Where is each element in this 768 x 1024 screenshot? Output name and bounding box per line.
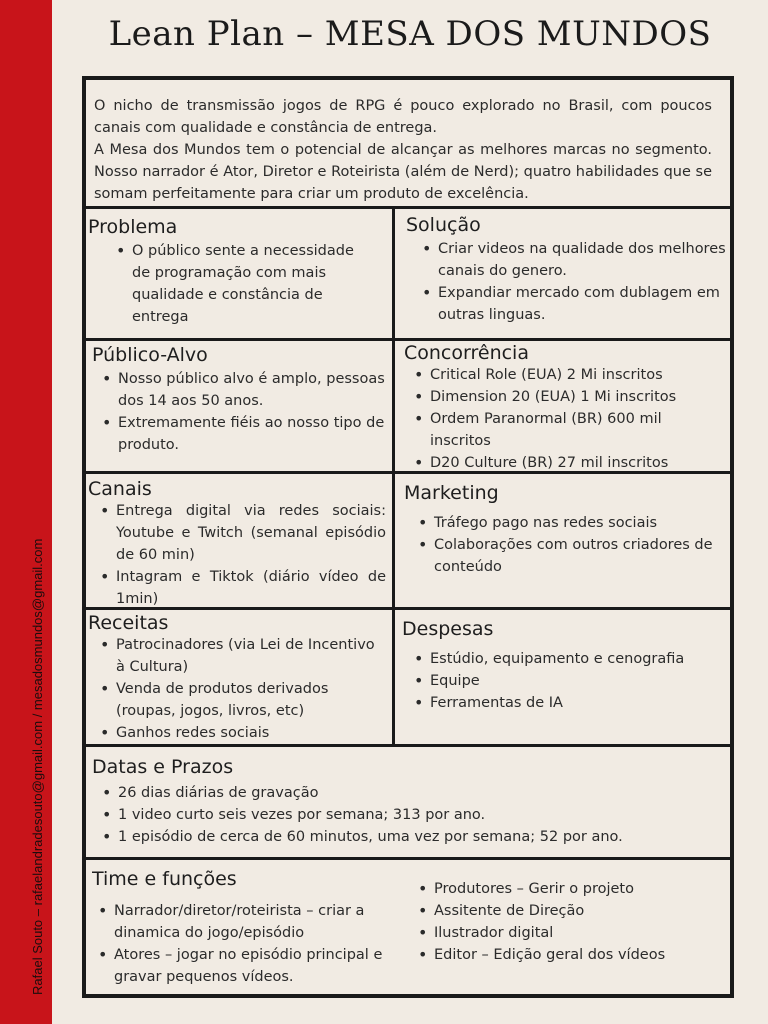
list-item: • Ordem Paranormal (BR) 600 mil inscritos [412, 408, 726, 452]
list-item: • Colaborações com outros criadores de conteúdo [416, 534, 726, 578]
section-despesas [402, 618, 726, 740]
list-item: • Equipe [412, 670, 726, 692]
list-item: • 1 episódio de cerca de 60 minutos, uma vez por semana; 52 por ano. [100, 826, 722, 848]
section-marketing [404, 482, 726, 604]
divider [82, 857, 734, 860]
list-item: • Critical Role (EUA) 2 Mi inscritos [412, 364, 726, 386]
list-item: • Editor – Edição geral dos vídeos [416, 944, 716, 966]
section-heading: Despesas [402, 618, 494, 640]
list-item: • Assitente de Direção [416, 900, 716, 922]
list-item: • Nosso público alvo é amplo, pessoas dos 14 aos 50 anos. [100, 368, 386, 412]
list-item: • Produtores – Gerir o projeto [416, 878, 716, 900]
section-heading: Receitas [88, 612, 169, 634]
list-item: • Intagram e Tiktok (diário vídeo de 1min) [98, 566, 386, 606]
list-item: • Expandiar mercado com dublagem em outras linguas. [420, 282, 726, 326]
section-concorrencia [404, 342, 726, 472]
list-item: • Venda de produtos derivados (roupas, jogos, livros, etc) [98, 678, 386, 722]
section-heading: Datas e Prazos [92, 756, 234, 778]
list-item: • Estúdio, equipamento e cenografia [412, 648, 726, 670]
page-title: Lean Plan – MESA DOS MUNDOS [108, 14, 712, 54]
section-receitas [88, 612, 386, 744]
section-solucao [406, 214, 726, 334]
list-item: • Entrega digital via redes sociais: Youtube e Twitch (semanal episódio de 60 min) [98, 500, 386, 566]
list-item: • Ilustrador digital [416, 922, 716, 944]
list-item: • Dimension 20 (EUA) 1 Mi inscritos [412, 386, 726, 408]
list-item: • Narrador/diretor/roteirista – criar a dinamica do jogo/episódio [96, 900, 396, 944]
section-canais [88, 478, 386, 606]
section-problema [88, 216, 384, 334]
section-heading: Time e funções [92, 868, 237, 890]
list-item: • Extremamente fiéis ao nosso tipo de produto. [100, 412, 386, 456]
list-item: • Tráfego pago nas redes sociais [416, 512, 726, 534]
section-datas-prazos [92, 756, 722, 856]
divider [82, 338, 734, 341]
section-time-funcoes [92, 868, 722, 992]
section-heading: Marketing [404, 482, 499, 504]
divider [82, 744, 734, 747]
list-item: • 26 dias diárias de gravação [100, 782, 722, 804]
intro-paragraph: A Mesa dos Mundos tem o potencial de alcançar as melhores marcas no segmento. Nosso narrador é Ator, Diretor e Roteirista (além de Nerd); quatro habilidades que se somam perfeitamente para criar um produto de excelência. [94, 142, 712, 202]
section-heading: Público-Alvo [92, 344, 208, 366]
divider [82, 206, 734, 209]
list-item: • Patrocinadores (via Lei de Incentivo à Cultura) [98, 634, 386, 678]
intro-text [94, 95, 712, 205]
list-item: • Atores – jogar no episódio principal e gravar pequenos vídeos. [96, 944, 396, 988]
list-item: • Ganhos redes sociais [98, 722, 386, 744]
section-heading: Problema [88, 216, 178, 238]
section-publico-alvo [92, 344, 386, 468]
intro-paragraph: O nicho de transmissão jogos de RPG é pouco explorado no Brasil, com poucos canais com qualidade e constância de entrega. [94, 98, 712, 136]
contact-text: Rafael Souto – rafaelandradesouto@gmail.com / mesadosmundos@gmail.com [30, 538, 45, 995]
divider [82, 607, 734, 610]
list-item: • D20 Culture (BR) 27 mil inscritos [412, 452, 726, 472]
divider [392, 206, 395, 746]
section-heading: Canais [88, 478, 152, 500]
list-item: • O público sente a necessidade de programação com mais qualidade e constância de entrega [114, 240, 374, 328]
list-item: • Ferramentas de IA [412, 692, 726, 714]
list-item: • 1 video curto seis vezes por semana; 313 por ano. [100, 804, 722, 826]
list-item: • Criar videos na qualidade dos melhores canais do genero. [420, 238, 726, 282]
section-heading: Concorrência [404, 342, 529, 364]
section-heading: Solução [406, 214, 481, 236]
